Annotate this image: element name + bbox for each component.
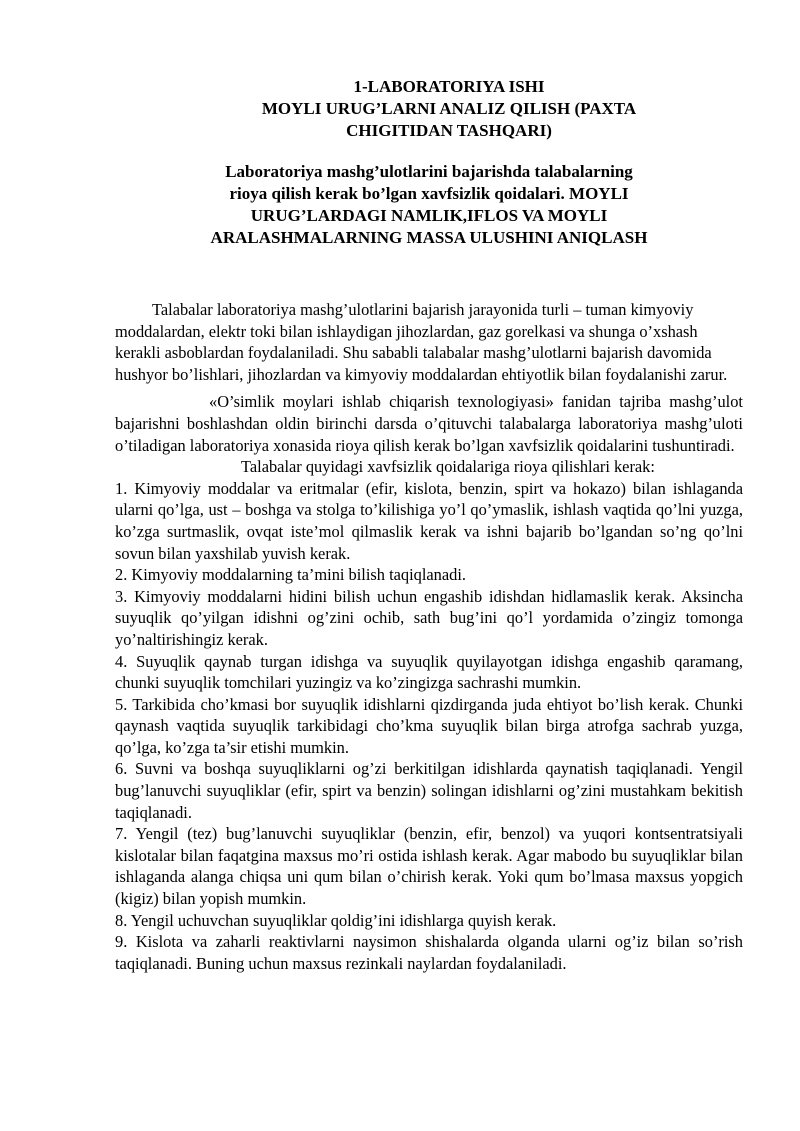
course-paragraph: «O’simlik moylari ishlab chiqarish texnologiyasi» fanidan tajriba mashg’ulot bajarishni boshlashdan oldin birinchi darsda o’qituvchi talabalarga laboratoriya mashg’uloti o’tiladigan laboratoriya xonasida rioya qilish kerak bo’lgan xavfsizlik qoidalarini tushuntiradi. [115,392,743,455]
title-line-2: MOYLI URUG’LARNI ANALIZ QILISH (PAXTA [261,99,637,118]
subtitle-line-3: URUG’LARDAGI NAMLIK,IFLOS VA MOYLI [250,206,608,225]
rule-item: 6. Suvni va boshqa suyuqliklarni og’zi berkitilgan idishlarda qaynatish taqiqlanadi. Yengil bug’lanuvchi suyuqliklar (efir, spirt va benzin) solingan idishlarni og’zini mustahkam bekitish taqiqlanadi. [115,759,743,822]
document-title [155,76,743,142]
rule-item: 9. Kislota va zaharli reaktivlarni naysimon shishalarda olganda ularni og’iz bilan so’rish taqiqlanadi. Buning uchun maxsus rezinkali naylardan foydalaniladi. [115,932,743,973]
rule-item: 7. Yengil (tez) bug’lanuvchi suyuqliklar (benzin, efir, benzol) va yuqori kontsentratsiyali kislotalar bilan faqatgina maxsus mo’ri ostida ishlash kerak. Agar mabodo bu suyuqliklar bilan ishlaganda alanga chiqsa uni qum bilan o’chirish kerak. Yoki qum bo’lmasa maxsus yopgich (kigiz) bilan yopish mumkin. [115,824,743,909]
rule-item: 4. Suyuqlik qaynab turgan idishga va suyuqlik quyilayotgan idishga engashib qaramang, chunki suyuqlik tomchilari yuzingiz va ko’zingizga sachrashi mumkin. [115,651,743,693]
document-page [115,76,743,974]
document-subtitle [115,161,743,249]
subtitle-line-1: Laboratoriya mashg’ulotlarini bajarishda talabalarning [225,162,633,181]
title-line-1: 1-LABORATORIYA ISHI [353,77,545,96]
rule-item: 2. Kimyoviy moddalarning ta’mini bilish taqiqlanadi. [115,565,466,585]
rule-item: 1. Kimyoviy moddalar va eritmalar (efir, kislota, benzin, spirt va hokazo) bilan ishlaganda ularni qo’lga, ust – boshga va stolga to’kilishiga yo’l qo’ymaslik, ishlash vaqtida qo’lni yuzga, ko’zga surtmaslik, ovqat iste’mol qilmaslik kerak va ishni bajarib bo’lgandan so’ng qo’lni sovun bilan yaxshilab yuvish kerak. [115,478,743,563]
subtitle-line-2: rioya qilish kerak bo’lgan xavfsizlik qoidalari. MOYLI [229,184,629,203]
intro-paragraph: Talabalar laboratoriya mashg’ulotlarini bajarish jarayonida turli – tuman kimyoviy moddalardan, elektr toki bilan ishlaydigan jihozlardan, gaz gorelkasi va shunga o’xshash kerakli asboblardan foydalaniladi. Shu sababli talabalar mashg’ulotlarni bajarish davomida hushyor bo’lishlari, jihozlardan va kimyoviy moddalardan ehtiyotlik bilan foydalanishi zarur. [115,300,728,384]
rule-item: 8. Yengil uchuvchan suyuqliklar qoldig’ini idishlarga quyish kerak. [115,910,557,930]
rules-intro: Talabalar quyidagi xavfsizlik qoidalariga rioya qilishlari kerak: [241,457,655,477]
title-line-3: CHIGITIDAN TASHQARI) [346,121,552,140]
rule-item: 3. Kimyoviy moddalarni hidini bilish uchun engashib idishdan hidlamaslik kerak. Aksincha suyuqlik qo’yilgan idishni og’zini ochib, sath bug’ini qo’l yordamida o’zingiz tomonga yo’naltirishingiz kerak. [115,586,743,649]
rule-item: 5. Tarkibida cho’kmasi bor suyuqlik idishlarni qizdirganda juda ehtiyot bo’lish kerak. Chunki qaynash vaqtida suyuqlik tarkibidagi cho’kma suyuqlik bilan birga atrofga sachrab yuzga, qo’lga, ko’zga ta’sir etishi mumkin. [115,694,743,757]
rules-list [115,478,743,975]
subtitle-line-4: ARALASHMALARNING MASSA ULUSHINI ANIQLASH [210,228,648,247]
